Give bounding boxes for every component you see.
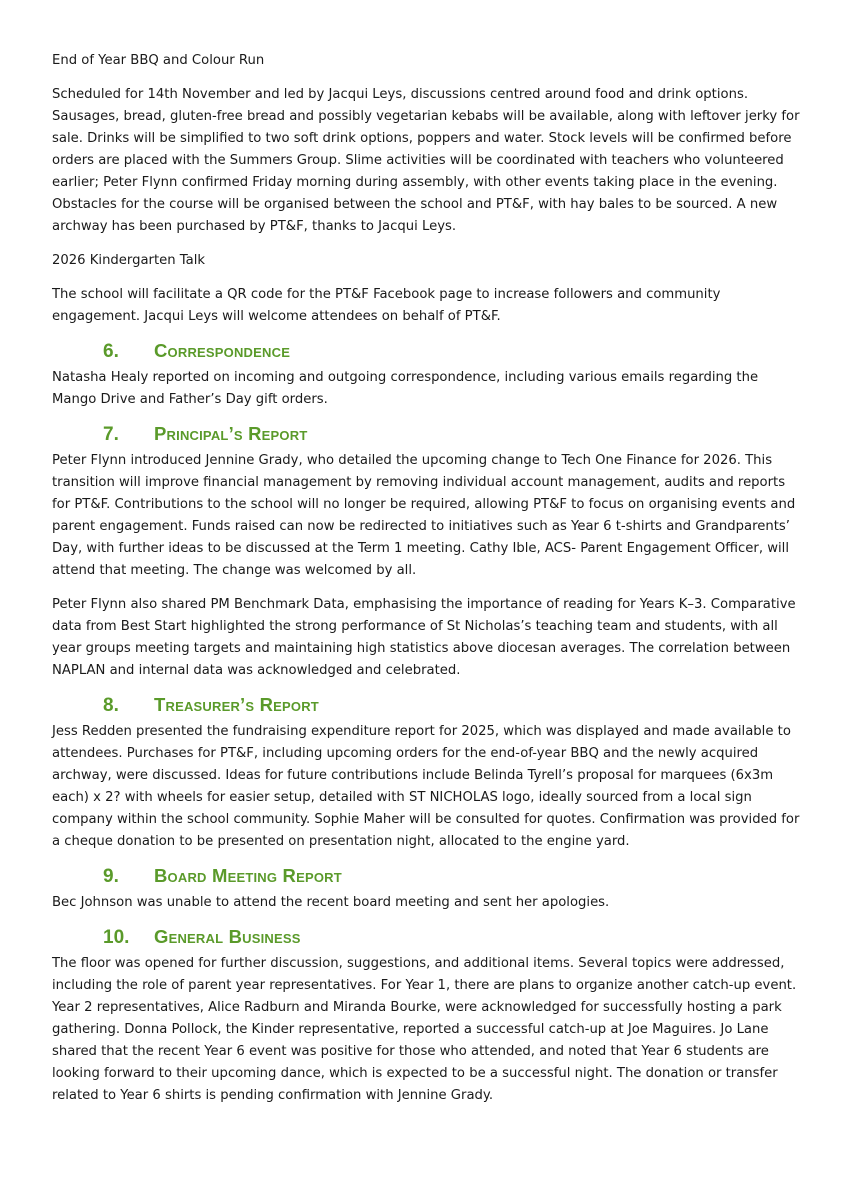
general-paragraph: The floor was opened for further discussion, suggestions, and additional items. Several topics were addressed, including the role of parent year representatives. For Year 1, there are plans to organize another catch-up event. Year 2 representatives, Alice Radburn and Miranda Bourke, were acknowledged for successfully hosting a park gathering. Donna Pollock, the Kinder representative, reported a successful catch-up at Joe Maguires. Jo Lane shared that the recent Year 6 event was positive for those who attended, and noted that Year 6 students are looking forward to their upcoming dance, which is expected to be a successful night. The donation or transfer related to Year 6 shirts is pending confirmation with Jennine Grady. <box>52 956 797 1103</box>
bbq-paragraph: Scheduled for 14th November and led by Jacqui Leys, discussions centred around food and drink options. Sausages, bread, gluten-free bread and possibly vegetarian kebabs will be available, along with leftover jerky for sale. Drinks will be simplified to two soft drink options, poppers and water. Stock levels will be confirmed before orders are placed with the Summers Group. Slime activities will be coordinated with teachers who volunteered earlier; Peter Flynn confirmed Friday morning during assembly, with other events taking place in the evening. Obstacles for the course will be organised between the school and PT&F, with hay bales to be sourced. A new archway has been purchased by PT&F, thanks to Jacqui Leys. <box>52 87 800 234</box>
section-number: 9. <box>103 866 119 887</box>
section-title: Board Meeting Report <box>154 865 342 886</box>
section-number: 8. <box>103 695 119 716</box>
section-title: Principal’s Report <box>154 423 308 444</box>
principal-paragraph-1: Peter Flynn introduced Jennine Grady, who detailed the upcoming change to Tech One Finance for 2026. This transition will improve financial management by removing individual account management, audits and reports for PT&F. Contributions to the school will no longer be required, allowing PT&F to focus on organising events and parent engagement. Funds raised can now be redirected to initiatives such as Year 6 t-shirts and Grandparents’ Day, with further ideas to be discussed at the Term 1 meeting. Cathy Ible, ACS- Parent Engagement Officer, will attend that meeting. The change was welcomed by all. <box>52 453 796 578</box>
section-number: 7. <box>103 424 119 445</box>
section-title: General Business <box>154 926 301 947</box>
section-heading-correspondence <box>52 340 800 363</box>
treasurer-paragraph: Jess Redden presented the fundraising expenditure report for 2025, which was displayed and made available to attendees. Purchases for PT&F, including upcoming orders for the end-of-year BBQ and the newly acquired archway, were discussed. Ideas for future contributions include Belinda Tyrell’s proposal for marquees (6x3m each) x 2? with wheels for easier setup, detailed with ST NICHOLAS logo, ideally sourced from a local sign company within the school community. Sophie Maher will be consulted for quotes. Confirmation was provided for a cheque donation to be presented on presentation night, allocated to the engine yard. <box>52 724 800 849</box>
kinder-subheading: 2026 Kindergarten Talk <box>52 253 206 268</box>
section-number: 10. <box>103 927 130 948</box>
section-title: Correspondence <box>154 340 291 361</box>
correspondence-paragraph: Natasha Healy reported on incoming and outgoing correspondence, including various emails regarding the Mango Drive and Father’s Day gift orders. <box>52 370 759 407</box>
kinder-paragraph: The school will facilitate a QR code for the PT&F Facebook page to increase followers and community engagement. Jacqui Leys will welcome attendees on behalf of PT&F. <box>52 287 721 324</box>
document-page <box>52 50 800 1119</box>
section-heading-board <box>52 865 800 888</box>
bbq-subheading: End of Year BBQ and Colour Run <box>52 53 265 68</box>
section-number: 6. <box>103 341 119 362</box>
board-paragraph: Bec Johnson was unable to attend the recent board meeting and sent her apologies. <box>52 895 610 910</box>
section-heading-treasurer <box>52 694 800 717</box>
section-title: Treasurer’s Report <box>154 694 319 715</box>
section-heading-general <box>52 926 800 949</box>
section-heading-principal <box>52 423 800 446</box>
principal-paragraph-2: Peter Flynn also shared PM Benchmark Data, emphasising the importance of reading for Years K–3. Comparative data from Best Start highlighted the strong performance of St Nicholas’s teaching team and students, with all year groups meeting targets and maintaining high statistics above diocesan averages. The correlation between NAPLAN and internal data was acknowledged and celebrated. <box>52 597 796 678</box>
